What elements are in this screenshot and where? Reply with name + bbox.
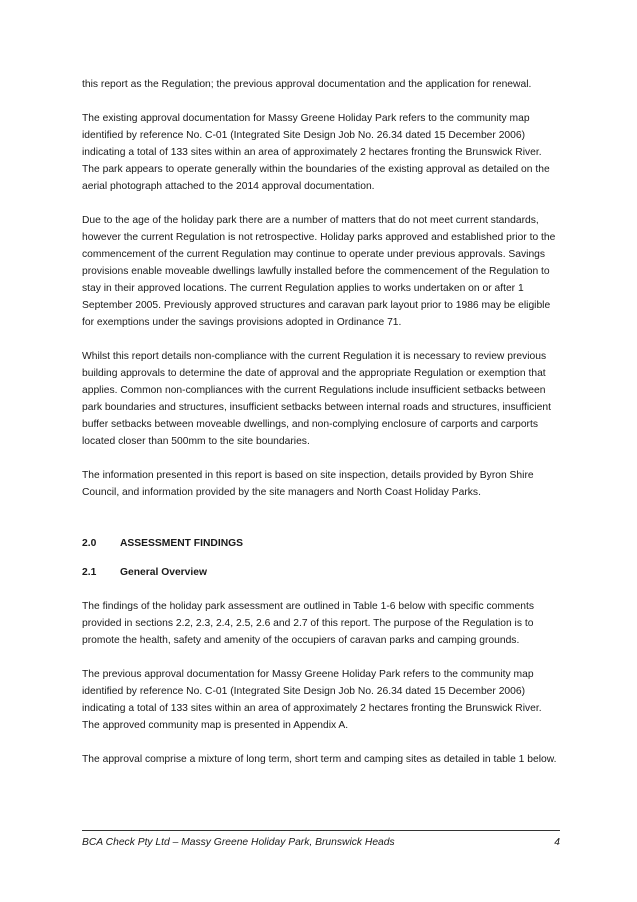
section-heading xyxy=(82,535,560,552)
paragraph: The existing approval documentation for Massy Greene Holiday Park refers to the community map identified by reference No. C-01 (Integrated Site Design Job No. 26.34 dated 15 December 2006) indicating a total of 133 sites within an area of approximately 2 hectares fronting the Brunswick River. The park appears to operate generally within the boundaries of the existing approval as detailed on the aerial photograph attached to the 2014 approval documentation. xyxy=(82,113,550,192)
subsection-heading xyxy=(82,564,560,581)
document-page xyxy=(82,76,560,768)
paragraph: The approval comprise a mixture of long term, short term and camping sites as detailed in table 1 below. xyxy=(82,754,557,765)
paragraph: Due to the age of the holiday park there are a number of matters that do not meet current standards, however the current Regulation is not retrospective. Holiday parks approved and established prior to the commencement of the current Regulation may continue to operate under previous approvals. Savings provisions enable moveable dwellings lawfully installed before the commencement of the Regulation to stay in their approved locations. The current Regulation applies to works undertaken on or after 1 September 2005. Previously approved structures and caravan park layout prior to 1986 may be eligible for exemptions under the savings provisions adopted in Ordinance 71. xyxy=(82,215,556,328)
section-title: ASSESSMENT FINDINGS xyxy=(120,538,244,549)
paragraph: The previous approval documentation for Massy Greene Holiday Park refers to the community map identified by reference No. C-01 (Integrated Site Design Job No. 26.34 dated 15 December 2006) indicating a total of 133 sites within an area of approximately 2 hectares fronting the Brunswick River. The approved community map is presented in Appendix A. xyxy=(82,669,542,731)
paragraph: Whilst this report details non-compliance with the current Regulation it is necessary to review previous building approvals to determine the date of approval and the appropriate Regulation or exemption that applies. Common non-compliances with the current Regulations include insufficient setbacks between park boundaries and structures, insufficient setbacks between internal roads and structures, insufficient buffer setbacks between moveable dwellings, and non-complying enclosure of carports and carports located closer than 500mm to the site boundaries. xyxy=(82,351,551,447)
paragraph: The findings of the holiday park assessment are outlined in Table 1-6 below with specific comments provided in sections 2.2, 2.3, 2.4, 2.5, 2.6 and 2.7 of this report. The purpose of the Regulation is to promote the health, safety and amenity of the occupiers of caravan parks and camping grounds. xyxy=(82,601,534,646)
page-number: 4 xyxy=(554,837,560,848)
page-footer xyxy=(82,830,560,848)
subsection-number: 2.1 xyxy=(82,567,97,578)
paragraph: this report as the Regulation; the previous approval documentation and the application for renewal. xyxy=(82,79,532,90)
section-number: 2.0 xyxy=(82,538,97,549)
subsection-title: General Overview xyxy=(120,567,208,578)
paragraph: The information presented in this report is based on site inspection, details provided by Byron Shire Council, and information provided by the site managers and North Coast Holiday Parks. xyxy=(82,470,534,498)
footer-title: BCA Check Pty Ltd – Massy Greene Holiday Park, Brunswick Heads xyxy=(82,837,395,848)
